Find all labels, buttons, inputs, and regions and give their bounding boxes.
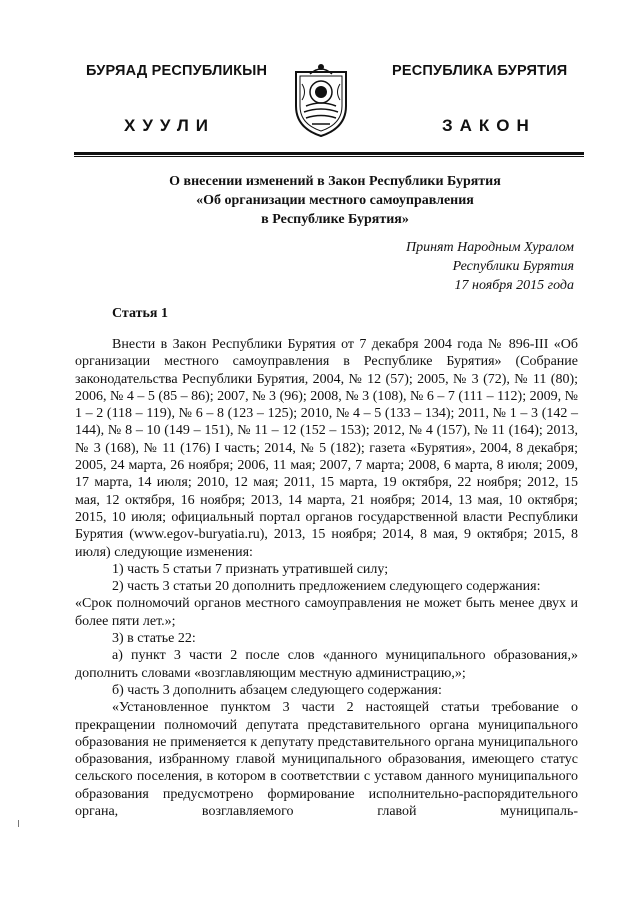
paragraph-item-3: 3) в статье 22:	[112, 631, 196, 647]
law-title-line: в Республике Бурятия»	[261, 212, 409, 227]
header-divider-thin	[74, 156, 584, 157]
law-title	[80, 172, 590, 229]
scan-mark	[18, 820, 19, 827]
header-right-law: ЗАКОН	[442, 116, 536, 135]
article-body	[75, 336, 578, 820]
coat-of-arms-icon	[290, 62, 352, 138]
header-right-title: РЕСПУБЛИКА БУРЯТИЯ	[392, 63, 568, 79]
paragraph-item-2: 2) часть 3 статьи 20 дополнить предложением следующего содержания:	[112, 579, 541, 595]
paragraph-item-1: 1) часть 5 статьи 7 признать утратившей силу;	[112, 561, 389, 577]
paragraph-intro: Внести в Закон Республики Бурятия от 7 декабря 2004 года № 896-III «Об организации местного самоуправления в Республике Бурятия» (Собрание законодательства Республики Бурятия, 2004, № 12 (57); 2005, № 3 (72), № 11 (80); 2006, № 4 – 5 (85 – 86); 2007, № 3 (96); 2008, № 3 (108), № 6 – 7 (111 – 112); 2009, № 1 – 2 (118 – 119), № 6 – 8 (123 – 125); 2010, № 4 – 5 (133 – 134); 2011, № 1 – 3 (142 – 144), № 8 – 10 (149 – 151), № 11 – 12 (152 – 153); 2012, № 4 (157), № 11 (164); 2013, № 3 (168), № 11 (176) I часть; 2014, № 5 (182); газета «Бурятия», 2004, 8 декабря; 2005, 24 марта, 26 ноября; 2006, 11 мая; 2007, 7 марта; 2008, 6 марта, 8 июля; 2009, 17 марта, 14 июля; 2010, 12 мая; 2011, 15 марта, 19 октября, 22 ноября; 2012, 15 мая, 12 октября, 16 ноября; 2013, 14 марта, 21 ноября; 2014, 13 мая, 10 октября; 2015, 10 июля; официальный портал органов государственной власти Республики Бурятия (www.egov-buryatia.ru), 2013, 15 ноября; 2014, 8 мая, 9 октября; 2015, 8 июля) следующие изменения:	[75, 337, 578, 560]
law-title-line: О внесении изменений в Закон Республики Бурятия	[169, 174, 501, 189]
header-divider-thick	[74, 152, 584, 155]
adoption-line: Принят Народным Хуралом	[405, 240, 574, 255]
adoption-line: Республики Бурятия	[452, 259, 574, 274]
law-title-line: «Об организации местного самоуправления	[196, 193, 474, 208]
header-left-title: БУРЯАД РЕСПУБЛИКЫН	[86, 63, 268, 79]
paragraph-item-3b: б) часть 3 дополнить абзацем следующего содержания:	[112, 682, 442, 698]
adoption-line: 17 ноября 2015 года	[454, 278, 574, 293]
paragraph-item-3b-quote: «Установленное пунктом 3 части 2 настоящей статьи требование о прекращении полномочий депутата представительного органа муниципального образования не применяется к депутату представительного органа муниципального образования, избранному главой муниципального образования, имеющего статус сельского поселения, в котором в соответствии с уставом данного муниципального образования предусмотрено формирование исполнительно-распорядительного органа, возглавляемого главой муниципаль-	[75, 700, 578, 820]
article-heading: Статья 1	[112, 306, 168, 321]
adoption-note	[406, 238, 574, 295]
paragraph-item-3a: а) пункт 3 части 2 после слов «данного муниципального образования,» дополнить словами «возглавляющим местную администрацию,»;	[75, 648, 578, 681]
paragraph-item-2-quote: «Срок полномочий органов местного самоуправления не может быть менее двух и более пяти лет.»;	[75, 596, 578, 629]
header-left-law: ХУУЛИ	[124, 116, 215, 135]
